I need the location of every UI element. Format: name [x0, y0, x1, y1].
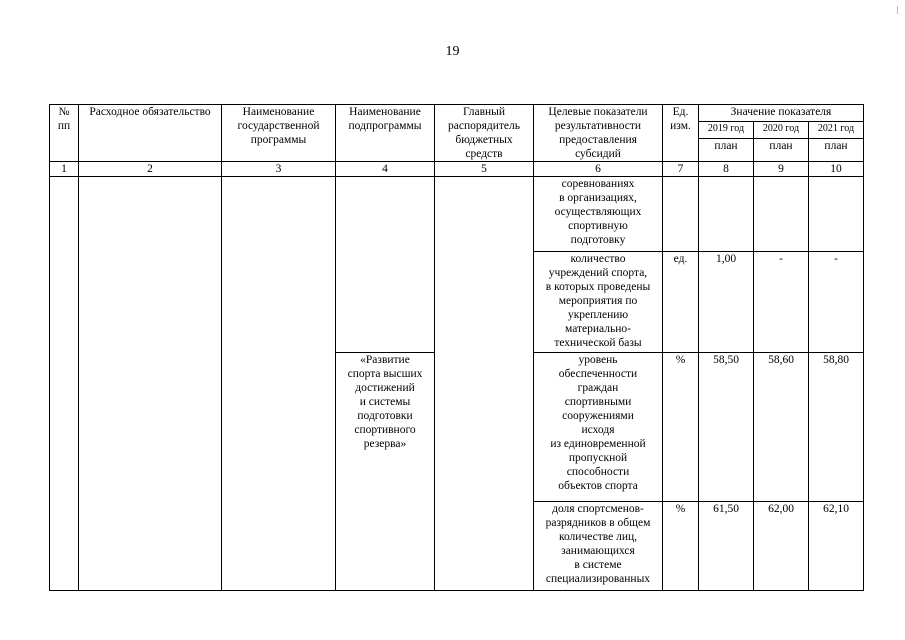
value-2021: [809, 177, 864, 252]
cell-subprogram-empty: [336, 177, 435, 353]
column-number: 7: [663, 162, 699, 177]
column-number: 4: [336, 162, 435, 177]
header-row: [50, 105, 864, 122]
column-number: 3: [222, 162, 336, 177]
column-number: 5: [435, 162, 534, 177]
value-2020: -: [754, 252, 809, 353]
header-expense-obligation: Расходное обязательство: [79, 105, 222, 162]
value-2020: [754, 177, 809, 252]
indicator-text: уровень обеспеченности граждан спортивными сооружениями исходя из единовременной пропускной способности объектов спорта: [534, 353, 663, 502]
unit-cell: [663, 177, 699, 252]
indicator-text: соревнованиях в организациях, осуществляющих спортивную подготовку: [534, 177, 663, 252]
header-plan-2020: план: [754, 139, 809, 162]
value-2021: 58,80: [809, 353, 864, 502]
header-year-2021: 2021 год: [809, 122, 864, 139]
header-target-indicators: Целевые показатели результативности предоставления субсидий: [534, 105, 663, 162]
column-number: 9: [754, 162, 809, 177]
header-indicator-value: Значение показателя: [699, 105, 864, 122]
column-number: 6: [534, 162, 663, 177]
header-plan-2019: план: [699, 139, 754, 162]
unit-cell: %: [663, 353, 699, 502]
header-year-2020: 2020 год: [754, 122, 809, 139]
indicators-table: [49, 104, 864, 591]
cell-budget-manager: [435, 177, 534, 591]
unit-cell: %: [663, 502, 699, 591]
value-2019: 58,50: [699, 353, 754, 502]
value-2019: 1,00: [699, 252, 754, 353]
page-number: 19: [445, 44, 460, 59]
header-budget-manager: Главный распорядитель бюджетных средств: [435, 105, 534, 162]
value-2020: 62,00: [754, 502, 809, 591]
indicator-text: количество учреждений спорта, в которых проведены мероприятия по укреплению материально- технической базы: [534, 252, 663, 353]
indicator-text: доля спортсменов- разрядников в общем количестве лиц, занимающихся в системе специализированных: [534, 502, 663, 591]
header-state-program: Наименование государственной программы: [222, 105, 336, 162]
value-2020: 58,60: [754, 353, 809, 502]
value-2019: 61,50: [699, 502, 754, 591]
unit-cell: ед.: [663, 252, 699, 353]
column-number-row: [50, 162, 864, 177]
column-number: 8: [699, 162, 754, 177]
header-subprogram: Наименование подпрограммы: [336, 105, 435, 162]
scan-corner-mark: [897, 6, 898, 14]
cell-state-program: [222, 177, 336, 591]
table-row: [50, 177, 864, 252]
column-number: 2: [79, 162, 222, 177]
column-number: 10: [809, 162, 864, 177]
cell-expense-obligation: [79, 177, 222, 591]
cell-number: [50, 177, 79, 591]
header-unit: Ед. изм.: [663, 105, 699, 162]
header-number: № пп: [50, 105, 79, 162]
value-2019: [699, 177, 754, 252]
header-year-2019: 2019 год: [699, 122, 754, 139]
value-2021: 62,10: [809, 502, 864, 591]
column-number: 1: [50, 162, 79, 177]
subprogram-name: «Развитие спорта высших достижений и системы подготовки спортивного резерва»: [336, 353, 435, 591]
value-2021: -: [809, 252, 864, 353]
header-plan-2021: план: [809, 139, 864, 162]
